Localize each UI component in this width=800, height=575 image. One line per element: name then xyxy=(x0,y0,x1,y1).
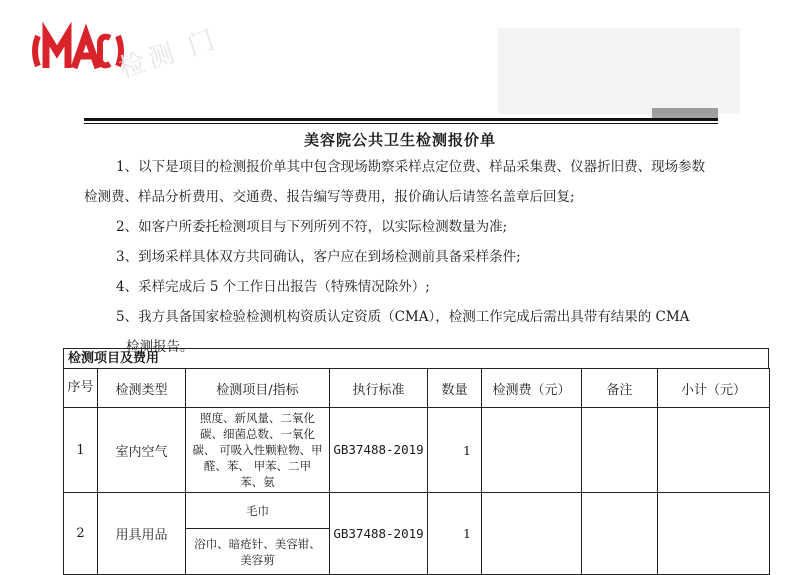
note-item: 5、我方具备国家检验检测机构资质认定资质（CMA），检测工作完成后需出具带有结果的 CMA xyxy=(116,309,690,325)
note-item: 1、以下是项目的检测报价单其中包含现场勘察采样点定位费、样品采集费、仪器折旧费、现场参数检测费、样品分析费用、交通费、报告编写等费用，报价确认后请签名盖章后回复; xyxy=(84,159,706,205)
cell-qty: 1 xyxy=(428,408,482,493)
header-subtotal: 小计（元） xyxy=(658,369,770,408)
note-item: 4、采样完成后 5 个工作日出报告（特殊情况除外）; xyxy=(116,279,430,295)
fee-table xyxy=(63,368,770,575)
cell-items-a: 毛巾 xyxy=(186,493,330,529)
cell-qty: 1 xyxy=(428,493,482,575)
note-item: 2、如客户所委托检测项目与下列所列不符，以实际检测数量为准; xyxy=(116,219,508,235)
header-remark: 备注 xyxy=(582,369,658,408)
header-rule-thin xyxy=(84,123,718,124)
header-items: 检测项目/指标 xyxy=(186,369,330,408)
cell-standard: GB37488-2019 xyxy=(330,408,428,493)
table-row xyxy=(64,493,770,529)
redacted-fragment xyxy=(652,108,718,118)
cell-seq: 1 xyxy=(64,408,98,493)
cell-items-b: 浴巾、暗疮针、美容钳、美容剪 xyxy=(186,529,330,575)
header-qty: 数量 xyxy=(428,369,482,408)
cell-fee xyxy=(482,408,582,493)
cell-type: 室内空气 xyxy=(98,408,186,493)
faint-watermark: 检测 门 xyxy=(115,24,223,85)
note-item: 3、到场采样具体双方共同确认，客户应在到场检测前具备采样条件; xyxy=(116,249,521,265)
table-header-row xyxy=(64,369,770,408)
cell-seq: 2 xyxy=(64,493,98,575)
document-title: 美容院公共卫生检测报价单 xyxy=(303,131,496,149)
cell-items: 照度、新风量、二氧化碳、细菌总数、一氧化碳、 可吸入性颗粒物、甲醛、苯、 甲苯、二甲 苯、氨 xyxy=(186,408,330,493)
cell-subtotal xyxy=(658,493,770,575)
section-title: 检测项目及费用 xyxy=(63,348,769,368)
cell-type: 用具用品 xyxy=(98,493,186,575)
cell-subtotal xyxy=(658,408,770,493)
cell-standard: GB37488-2019 xyxy=(330,493,428,575)
header-rule-thick xyxy=(84,118,718,121)
redacted-area xyxy=(498,28,740,114)
cell-remark xyxy=(582,493,658,575)
table-row xyxy=(64,408,770,493)
header-seq: 序号 xyxy=(64,369,98,408)
note-item-continuation: 检测报告。 xyxy=(126,339,194,355)
header-type: 检测类型 xyxy=(98,369,186,408)
cell-fee xyxy=(482,493,582,575)
header-standard: 执行标准 xyxy=(330,369,428,408)
header-fee: 检测费（元） xyxy=(482,369,582,408)
notes-list xyxy=(84,152,718,362)
cell-remark xyxy=(582,408,658,493)
